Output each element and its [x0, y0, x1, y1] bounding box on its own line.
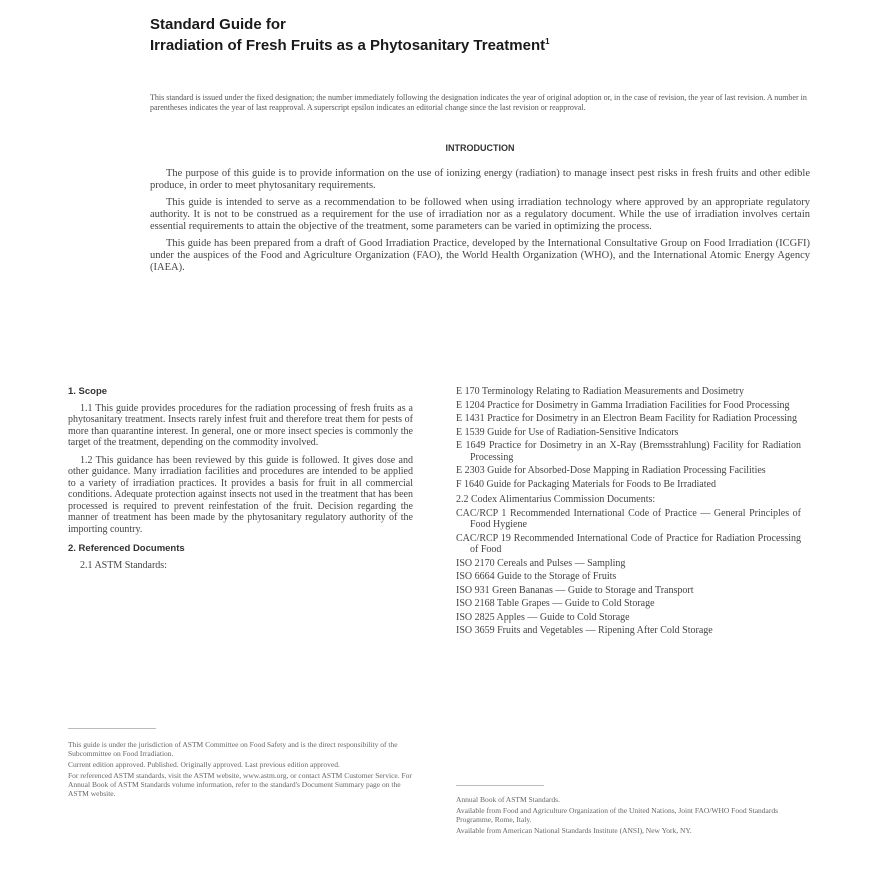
standard-notice: This standard is issued under the fixed designation; the number immediately following the designation indicates the year of original adoption or, in the case of revision, the year of last revision. A number in parentheses indicates the year of last reapproval. A superscript epsilon indicates an editorial change since the last revision or reapproval. [150, 93, 807, 112]
footnote-divider-left [68, 728, 156, 729]
referenced-documents-heading: 2. Referenced Documents [68, 543, 185, 554]
scope-paragraph: 1.1 This guide provides procedures for the radiation processing of fresh fruits as a phytosanitary treatment. Insects rarely infest fruit and therefore treat them for pests of more than quarantine interest. In general, one or more insect species is commonly the target of the treatment, depending on the commodity involved. [68, 402, 413, 448]
footnotes-left [68, 740, 413, 800]
scope-heading: 1. Scope [68, 386, 108, 397]
reference-item: F 1640 Guide for Packaging Materials for Foods to Be Irradiated [456, 478, 716, 490]
reference-item: ISO 931 Green Bananas — Guide to Storage and Transport [456, 584, 694, 596]
scope-paragraph: 1.2 This guidance has been reviewed by this guide is followed. It gives dose and other guidance. Many irradiation facilities and procedures are intended to be applied to a variety of irradiation practices. It provides a basis for fruit in all commercial conditions. Adequate protection against insects not used in the treatment that has been processed is required to prevent reinfestation of the fruit. Decision regarding the manner of treatment has been made by the phytosanitary regulatory authority of the importing country. [68, 454, 413, 535]
title-footnote-mark: 1 [545, 37, 550, 46]
left-column [68, 386, 413, 577]
title-line-2-text: Irradiation of Fresh Fruits as a Phytosanitary Treatment [150, 37, 546, 54]
title-line-2 [150, 33, 810, 54]
title-line-1: Standard Guide for [150, 16, 286, 33]
footnote: Current edition approved. Published. Originally approved. Last previous edition approved. [68, 760, 340, 769]
footnote: This guide is under the jurisdiction of ASTM Committee on Food Safety and is the direct responsibility of the Subcommittee on Food Irradiation. [68, 740, 398, 758]
reference-item: ISO 2170 Cereals and Pulses — Sampling [456, 557, 626, 569]
reference-item: E 1431 Practice for Dosimetry in an Electron Beam Facility for Radiation Processing [456, 413, 798, 424]
intro-paragraph: This guide has been prepared from a draft of Good Irradiation Practice, developed by the International Consultative Group on Food Irradiation (ICGFI) under the auspices of the Food and Agriculture Organization (FAO), the World Health Organization (WHO), and the International Atomic Energy Agency (IAEA). [150, 238, 810, 273]
right-column [456, 386, 801, 639]
introduction-heading: INTRODUCTION [445, 143, 515, 153]
reference-item: ISO 2168 Table Grapes — Guide to Cold Storage [456, 598, 655, 609]
document-title [150, 16, 810, 54]
footnote-divider-right [456, 785, 544, 786]
reference-item: CAC/RCP 19 Recommended International Code of Practice for Radiation Processing of Food [456, 532, 801, 555]
introduction-body [150, 168, 810, 279]
intro-paragraph: The purpose of this guide is to provide information on the use of ionizing energy (radiation) to manage insect pest risks in fresh fruits and other edible produce, in order to meet phytosanitary requirements. [150, 168, 810, 191]
intro-paragraph: This guide is intended to serve as a recommendation to be followed when using irradiation technology where approved by an appropriate regulatory authority. It is not to be construed as a requirement for the use of irradiation nor as a regulatory document. While the use of irradiation involves certain essential requirements to attain the objective of the treatment, some parameters can be varied in optimizing the process. [150, 197, 810, 232]
reference-item: ISO 3659 Fruits and Vegetables — Ripening After Cold Storage [456, 625, 713, 636]
reference-item: ISO 6664 Guide to the Storage of Fruits [456, 571, 617, 582]
reference-item: E 170 Terminology Relating to Radiation Measurements and Dosimetry [456, 386, 744, 397]
reference-item: E 2303 Guide for Absorbed-Dose Mapping in Radiation Processing Facilities [456, 465, 766, 476]
footnote: For referenced ASTM standards, visit the ASTM website, www.astm.org, or contact ASTM Customer Service. For Annual Book of ASTM Standards volume information, refer to the standard's Document Summary page on the ASTM website. [68, 771, 412, 798]
footnote: Available from Food and Agriculture Organization of the United Nations, Joint FAO/WHO Food Standards Programme, Rome, Italy. [456, 806, 779, 824]
reference-item: 2.2 Codex Alimentarius Commission Documents: [456, 494, 656, 505]
footnote: Available from American National Standards Institute (ANSI), New York, NY. [456, 826, 692, 835]
reference-item: E 1539 Guide for Use of Radiation-Sensitive Indicators [456, 426, 679, 438]
reference-subheading: 2.1 ASTM Standards: [80, 559, 167, 571]
footnotes-right [456, 795, 801, 837]
reference-item: E 1649 Practice for Dosimetry in an X-Ray (Bremsstrahlung) Facility for Radiation Processing [456, 440, 801, 463]
reference-item: CAC/RCP 1 Recommended International Code of Practice — General Principles of Food Hygiene [456, 507, 801, 530]
reference-item: E 1204 Practice for Dosimetry in Gamma Irradiation Facilities for Food Processing [456, 399, 790, 411]
footnote: Annual Book of ASTM Standards. [456, 795, 560, 804]
reference-item: ISO 2825 Apples — Guide to Cold Storage [456, 611, 630, 623]
